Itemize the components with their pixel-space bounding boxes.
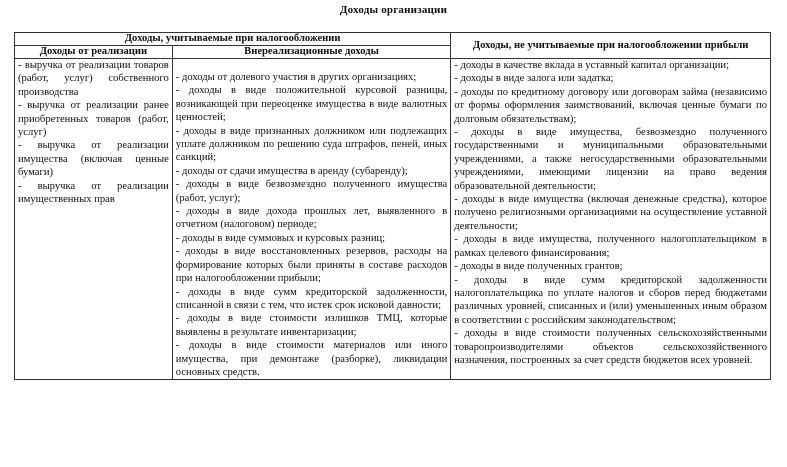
non-operating-item: - доходы от сдачи имущества в аренду (субаренду); — [175, 165, 408, 177]
non-taxable-cell — [451, 59, 771, 380]
non-taxable-item: - доходы по кредитному договору или договорам займа (независимо от формы оформления заимствований, включая ценные бумаги по долговым обязательствам); — [454, 86, 767, 125]
non-operating-item: - доходы в виде безвозмездно полученного имущества (работ, услуг); — [175, 179, 448, 204]
non-taxable-item: - доходы в качестве вклада в уставный капитал организации; — [454, 60, 730, 71]
non-taxable-item: - доходы в виде имущества (включая денежные средства), которое получено религиозными организациями на осуществление уставной деятельности; — [454, 194, 767, 232]
non-operating-list — [176, 71, 447, 379]
non-operating-item: - доходы в виде восстановленных резервов, расходы на формирование которых были приняты в составе расходов при налогообложении прибыли; — [175, 246, 448, 285]
non-operating-cell — [172, 59, 450, 380]
non-taxable-item: - доходы в виде имущества, безвозмездно полученного государственными и муниципальными образовательными учреждениями, а также негосударственными образовательными учреждениями, имеющими лицензии на право ведения образовательной деятельности; — [454, 127, 767, 192]
sales-list — [18, 59, 169, 206]
income-table — [14, 32, 771, 380]
non-operating-item: - доходы в виде сумм кредиторской задолженности, списанной в связи с тем, что истек срок исковой давности; — [175, 286, 448, 311]
non-operating-header: Внереализационные доходы — [172, 46, 450, 59]
sales-item: - выручка от реализации ранее приобретенных товаров (работ, услуг) — [18, 100, 169, 139]
non-taxable-list — [454, 59, 767, 367]
non-taxable-item: - доходы в виде залога или задатка; — [454, 73, 614, 85]
non-operating-item: - доходы в виде положительной курсовой разницы, возникающей при переоценке имущества в виде валютных ценностей; — [175, 85, 448, 124]
non-taxable-header: Доходы, не учитываемые при налогообложении прибыли — [451, 33, 771, 59]
sales-header: Доходы от реализации — [15, 46, 173, 59]
sales-item: - выручка от реализации имущественных прав — [18, 180, 169, 206]
non-operating-item: - доходы в виде стоимости излишков ТМЦ, которые выявлены в результате инвентаризации; — [175, 313, 448, 338]
document-title: Доходы организации — [339, 4, 448, 16]
non-operating-item: - доходы в виде суммовых и курсовых разниц; — [175, 232, 386, 244]
non-operating-item: - доходы от долевого участия в других организациях; — [175, 72, 417, 83]
sales-item: - выручка от реализации имущества (включая ценные бумаги) — [18, 140, 169, 179]
non-operating-item: - доходы в виде дохода прошлых лет, выявленного в отчетном (налоговом) периоде; — [175, 206, 448, 231]
non-taxable-item: - доходы в виде имущества, полученного налогоплательщиком в рамках целевого финансирования; — [454, 234, 767, 259]
sales-item: - выручка от реализации товаров (работ, услуг) собственного производства — [18, 60, 169, 98]
non-operating-item: - доходы в виде признанных должником или подлежащих уплате должником по решению суда штрафов, пеней, иных санкций; — [175, 125, 448, 164]
non-operating-item: - доходы в виде стоимости материалов или иного имущества, при демонтаже (разборке), ликвидации основных средств. — [175, 340, 448, 378]
header-row-top — [15, 33, 771, 46]
taxable-header: Доходы, учитываемые при налогообложении — [15, 33, 451, 46]
non-taxable-item: - доходы в виде стоимости полученных сельскохозяйственными товаропроизводителями объектов сельскохозяйственного назначения, построенных за счет средств бюджетов всех уровней. — [454, 328, 767, 366]
non-taxable-item: - доходы в виде сумм кредиторской задолженности налогоплательщика по уплате налогов и сборов перед бюджетами различных уровней, списанных и (или) уменьшенных иным образом в соответствии с российским законодательством; — [454, 274, 767, 326]
content-row — [15, 59, 771, 380]
non-taxable-item: - доходы в виде полученных грантов; — [454, 261, 623, 273]
sales-cell — [15, 59, 173, 380]
